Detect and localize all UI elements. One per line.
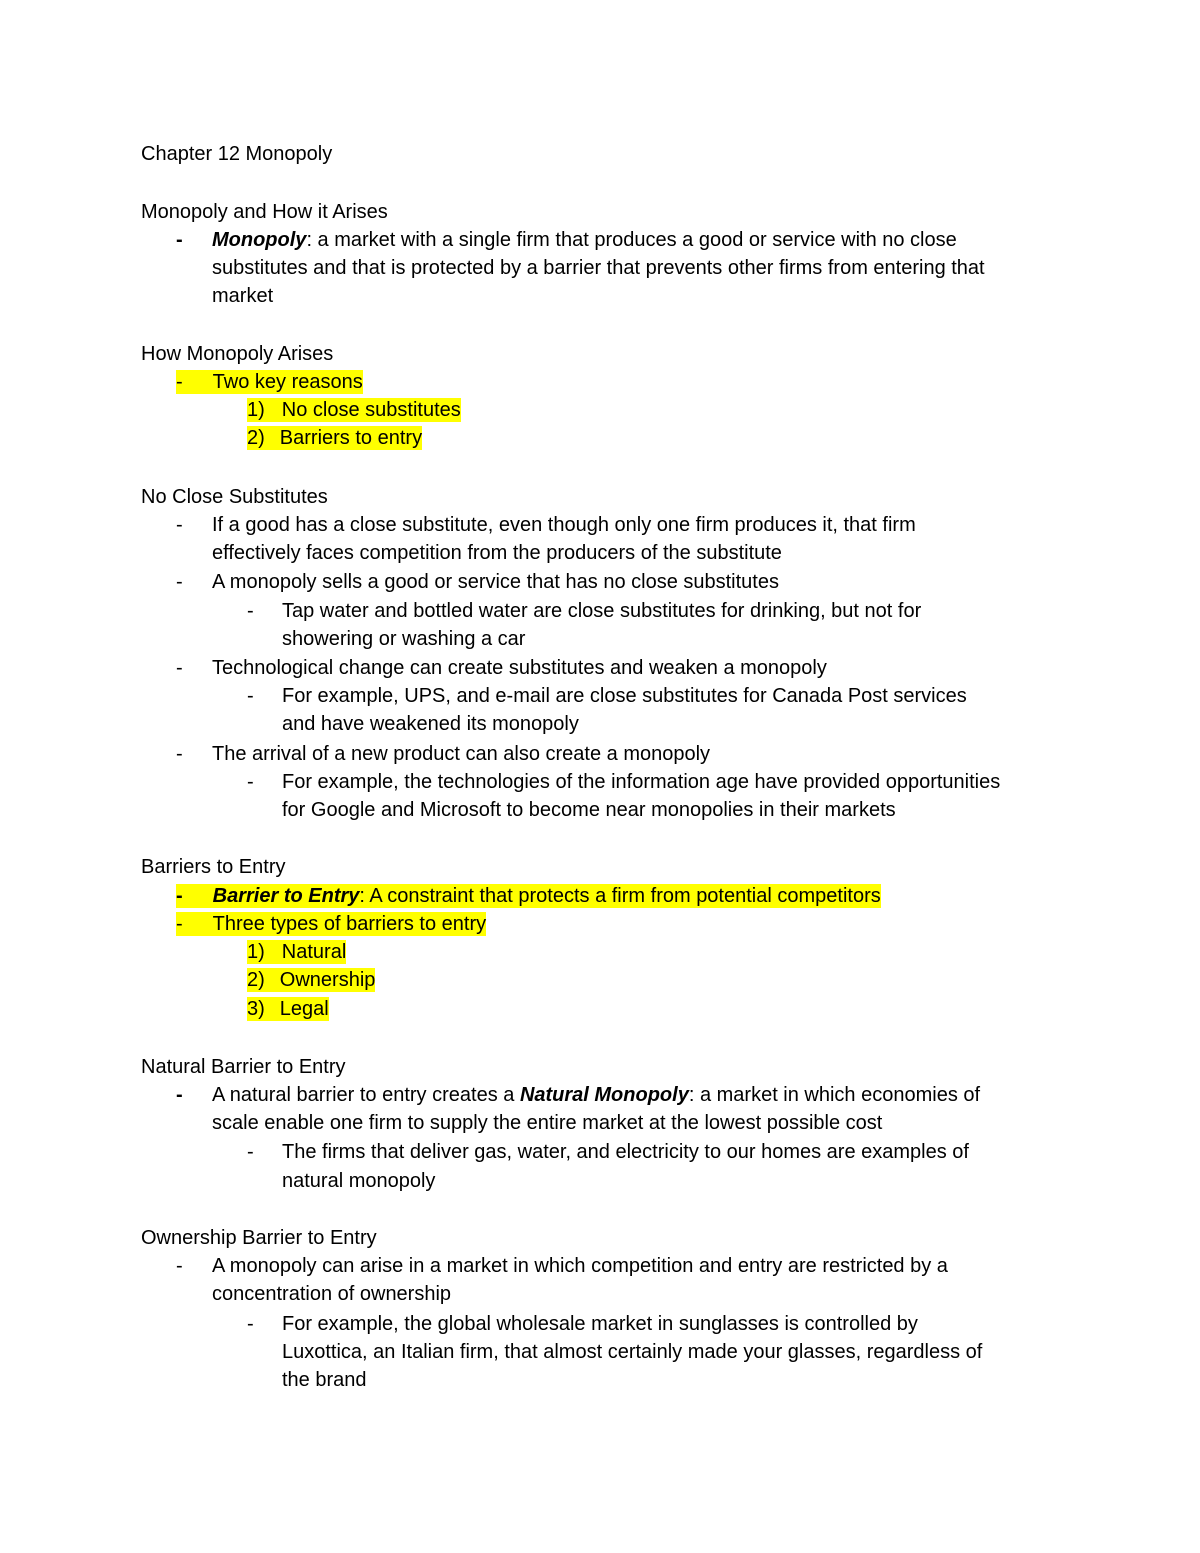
monopoly-definition-line1 [212,228,957,252]
numbered-item-2 [247,426,422,450]
bullet-dash: - [176,1084,183,1106]
bullet-text: If a good has a close substitute, even though only one firm produces it, that firm [212,514,916,536]
item-number: 2) [247,427,265,449]
bullet-text: Two key reasons [212,371,363,393]
item-number: 1) [247,941,265,963]
sub-bullet-text: Luxottica, an Italian firm, that almost certainly made your glasses, regardless of [282,1341,983,1363]
item-text: Natural [281,941,347,963]
item-text: Barriers to entry [279,427,423,449]
term-barrier-to-entry: Barrier to Entry [212,885,360,907]
item-text: No close substitutes [281,399,461,421]
bullet-dash: - [176,514,183,536]
section-heading-natural-barrier: Natural Barrier to Entry [141,1056,346,1078]
document-title: Chapter 12 Monopoly [141,143,333,165]
numbered-item-2 [247,968,375,992]
section-heading-barriers-to-entry: Barriers to Entry [141,856,286,878]
bullet-text: concentration of ownership [212,1283,452,1305]
sub-bullet-text: showering or washing a car [282,628,526,650]
term-natural-monopoly: Natural Monopoly [519,1084,689,1106]
definition-text: : A constraint that protects a firm from potential competitors [359,885,881,907]
sub-bullet-text: for Google and Microsoft to become near monopolies in their markets [282,799,896,821]
definition-text: : a market in which economies of [688,1084,981,1106]
highlighted-definition [176,884,881,908]
section-heading-monopoly-arises: Monopoly and How it Arises [141,201,388,223]
sub-bullet-text: For example, the global wholesale market in sunglasses is controlled by [282,1313,918,1335]
bullet-dash: - [176,885,183,907]
bullet-dash: - [176,229,183,251]
sub-bullet-text: The firms that deliver gas, water, and electricity to our homes are examples of [282,1141,969,1163]
sub-bullet-text: For example, the technologies of the information age have provided opportunities [282,771,1001,793]
item-number: 3) [247,998,265,1020]
monopoly-definition-line3: market [212,285,274,307]
sub-bullet-text: natural monopoly [282,1170,436,1192]
bullet-dash: - [176,571,183,593]
numbered-item-1 [247,398,461,422]
sub-bullet-text: and have weakened its monopoly [282,713,579,735]
sub-bullet-text: For example, UPS, and e-mail are close substitutes for Canada Post services [282,685,967,707]
bullet-dash: - [176,371,183,393]
sub-bullet-dash: - [247,685,254,707]
item-number: 2) [247,969,265,991]
bullet-text: A monopoly sells a good or service that has no close substitutes [212,571,779,593]
highlighted-bullet [176,370,363,394]
section-heading-no-close-substitutes: No Close Substitutes [141,486,328,508]
bullet-dash: - [176,1255,183,1277]
item-number: 1) [247,399,265,421]
section-heading-ownership-barrier: Ownership Barrier to Entry [141,1227,377,1249]
bullet-text: Technological change can create substitutes and weaken a monopoly [212,657,827,679]
natural-monopoly-line2: scale enable one firm to supply the entire market at the lowest possible cost [212,1112,883,1134]
numbered-item-1 [247,940,346,964]
sub-bullet-dash: - [247,1141,254,1163]
bullet-text: A natural barrier to entry creates a [212,1084,520,1106]
item-text: Ownership [279,969,376,991]
bullet-dash: - [176,743,183,765]
term-monopoly: Monopoly [212,229,307,251]
bullet-text: The arrival of a new product can also create a monopoly [212,743,711,765]
bullet-dash: - [176,657,183,679]
numbered-item-3 [247,997,329,1021]
bullet-dash: - [176,913,183,935]
monopoly-definition-line2: substitutes and that is protected by a barrier that prevents other firms from entering that [212,257,985,279]
bullet-text: Three types of barriers to entry [212,913,487,935]
item-text: Legal [279,998,329,1020]
bullet-text: A monopoly can arise in a market in which competition and entry are restricted by a [212,1255,948,1277]
sub-bullet-text: the brand [282,1369,367,1391]
highlighted-bullet [176,912,486,936]
sub-bullet-dash: - [247,600,254,622]
bullet-text: effectively faces competition from the producers of the substitute [212,542,782,564]
section-heading-how-monopoly-arises: How Monopoly Arises [141,343,334,365]
definition-text: : a market with a single firm that produces a good or service with no close [306,229,957,251]
sub-bullet-text: Tap water and bottled water are close substitutes for drinking, but not for [282,600,922,622]
sub-bullet-dash: - [247,771,254,793]
natural-monopoly-line1 [212,1083,980,1107]
sub-bullet-dash: - [247,1313,254,1335]
